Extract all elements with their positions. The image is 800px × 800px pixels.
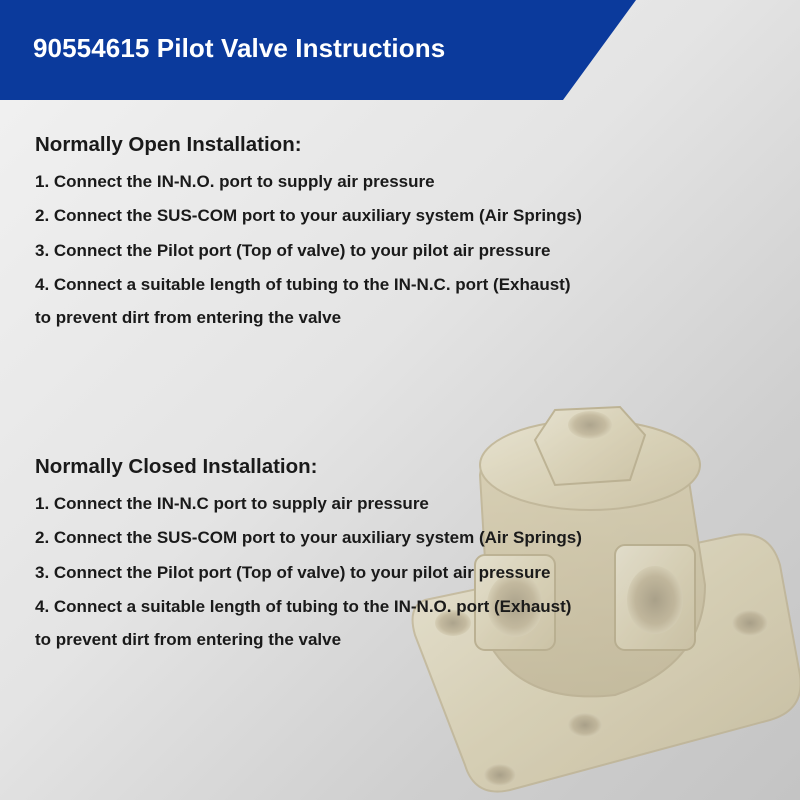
step-item-continuation: to prevent dirt from entering the valve <box>35 308 342 327</box>
normally-open-heading: Normally Open Installation: <box>35 133 302 156</box>
page-title: 90554615 Pilot Valve Instructions <box>33 33 446 63</box>
step-item-continuation: to prevent dirt from entering the valve <box>35 630 342 649</box>
normally-open-section <box>35 133 775 328</box>
step-item: 2. Connect the SUS-COM port to your auxiliary system (Air Springs) <box>35 528 582 547</box>
step-item: 3. Connect the Pilot port (Top of valve) to your pilot air pressure <box>35 562 551 582</box>
step-item: 3. Connect the Pilot port (Top of valve) to your pilot air pressure <box>35 240 551 260</box>
step-item: 1. Connect the IN-N.C port to supply air pressure <box>35 493 429 513</box>
normally-closed-heading: Normally Closed Installation: <box>35 455 318 478</box>
step-item: 2. Connect the SUS-COM port to your auxiliary system (Air Springs) <box>35 206 582 225</box>
step-item: 4. Connect a suitable length of tubing to the IN-N.O. port (Exhaust) <box>35 597 572 616</box>
normally-open-steps <box>35 172 775 329</box>
step-item: 4. Connect a suitable length of tubing to the IN-N.C. port (Exhaust) <box>35 275 571 294</box>
normally-closed-section <box>35 455 775 650</box>
step-item: 1. Connect the IN-N.O. port to supply air pressure <box>35 171 435 191</box>
normally-closed-steps <box>35 494 775 651</box>
